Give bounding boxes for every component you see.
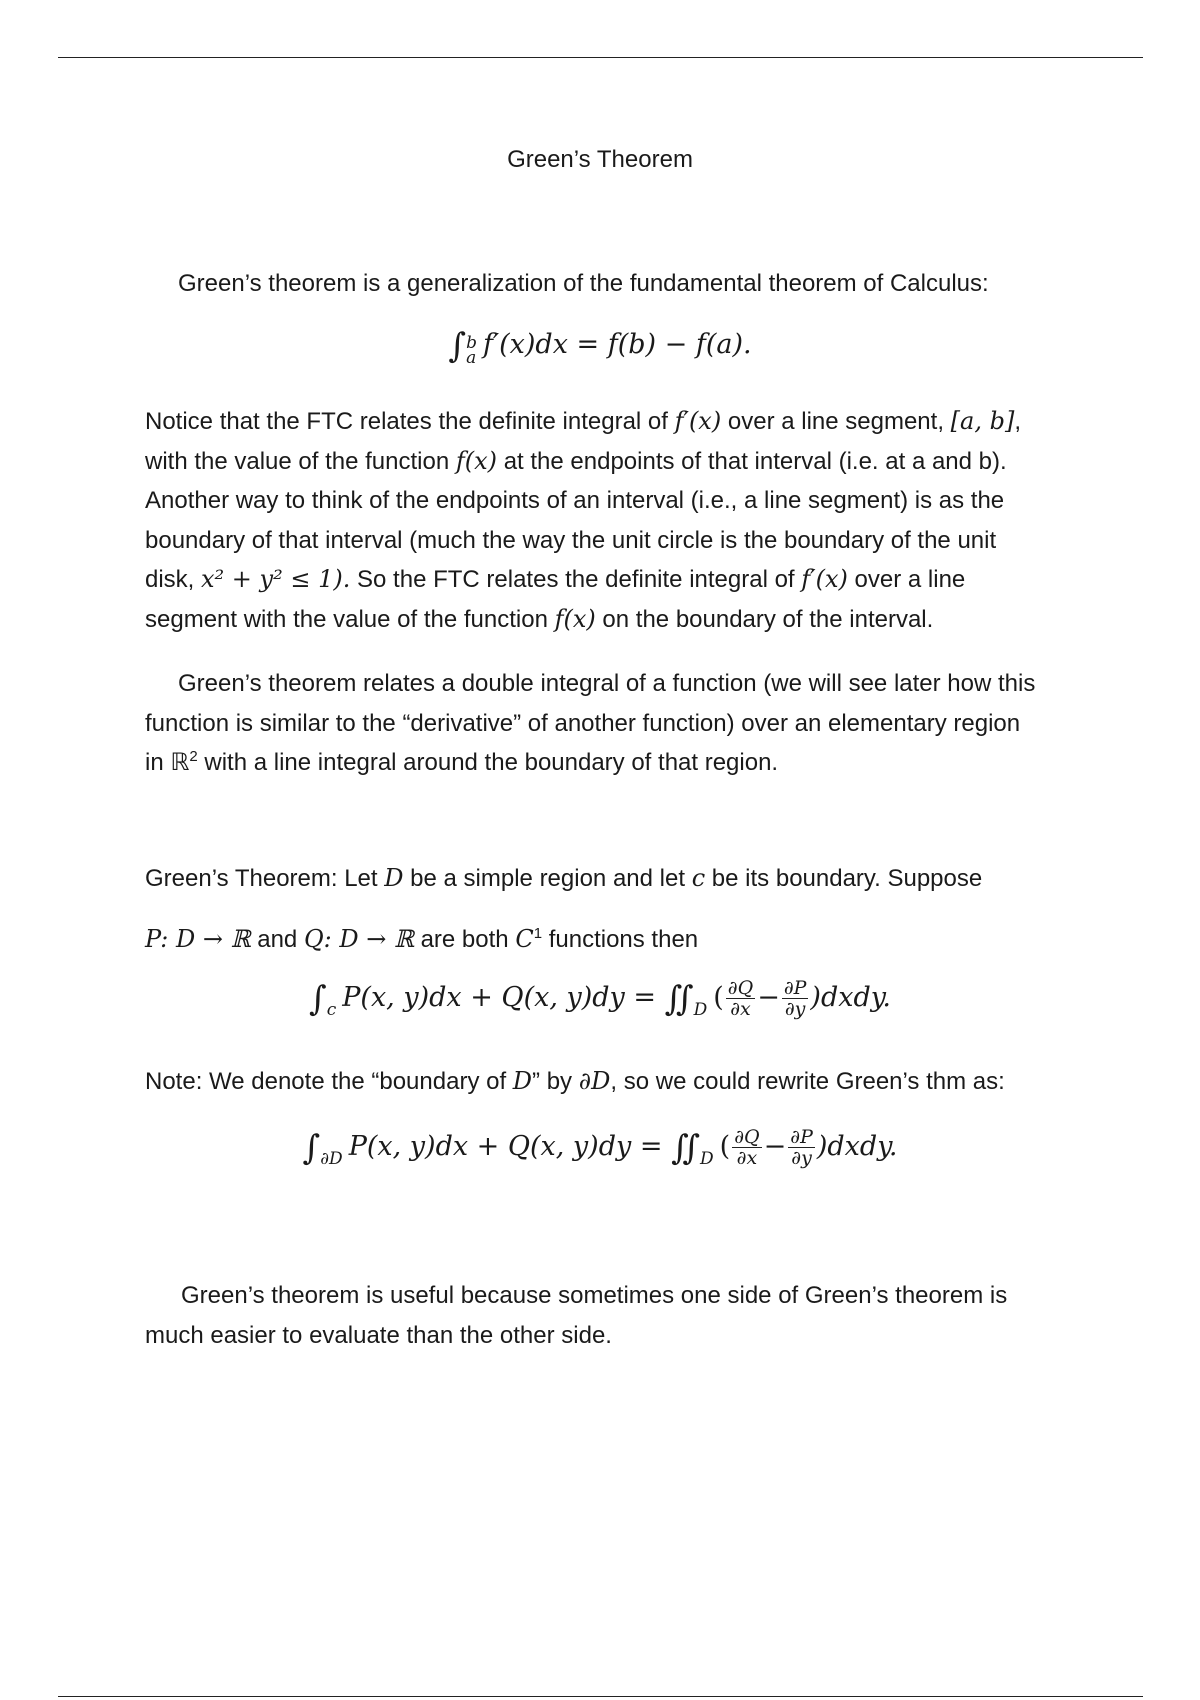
ftc-equation: ∫ b a f′(x)dx = f(b) − f(a).	[448, 326, 752, 368]
greens-equation-boundary: $\int_{\partial D}$ P(x, y)dx + Q(x, $y)dy = ∬_D$ ( $\frac{\partial Q}{\partial x}$ − $\frac{\partial P}{\partial y}$ )dxdy.	[302, 1126, 898, 1169]
greens-equation-c: $\int_c$ P(x, y)dx + Q(x, $y)dy = ∬_D$ ( $\frac{\partial Q}{\partial x}$ − $\frac{\partial P}{\partial y}$ )dxdy.	[309, 977, 891, 1020]
bottom-rule	[58, 1696, 1143, 1697]
page-title: Green’s Theorem	[507, 146, 693, 173]
theorem-statement: Green’s Theorem: Let D be a simple region and let c be its boundary. Suppose P: D → ℝ and Q: D → ℝ are both $C^1$ functions then	[145, 864, 983, 953]
note-text: Note: We denote the “boundary of D” by ∂D, so we could rewrite Green’s thm as:	[145, 1067, 1005, 1095]
top-rule	[58, 57, 1143, 58]
closing-paragraph: Green’s theorem is useful because sometimes one side of Green’s theorem is much easier to evaluate than the other side.	[145, 1282, 1008, 1349]
paragraph-greens-relation: Green’s theorem relates a double integral of a function (we will see later how this function is similar to the “derivative” of another function) over an elementary region in ℝ$^2$ with a line integral around the boundary of that region.	[145, 670, 1036, 776]
intro-text: Green’s theorem is a generalization of the fundamental theorem of Calculus:	[178, 270, 989, 297]
paragraph-ftc: Notice that the FTC relates the definite integral of f′(x) over a line segment, [a, b], with the value of the function f(x) at the endpoints of that interval (i.e. at a and b). Another way to think of the endpoints of an interval (i.e., a line segment) is as the boundary of that interval (much the way the unit circle is the boundary of the unit disk, x² + y² ≤ 1). So the FTC relates the definite integral of f′(x) over a line segment with the value of the function f(x) on the boundary of the interval.	[145, 407, 1021, 633]
